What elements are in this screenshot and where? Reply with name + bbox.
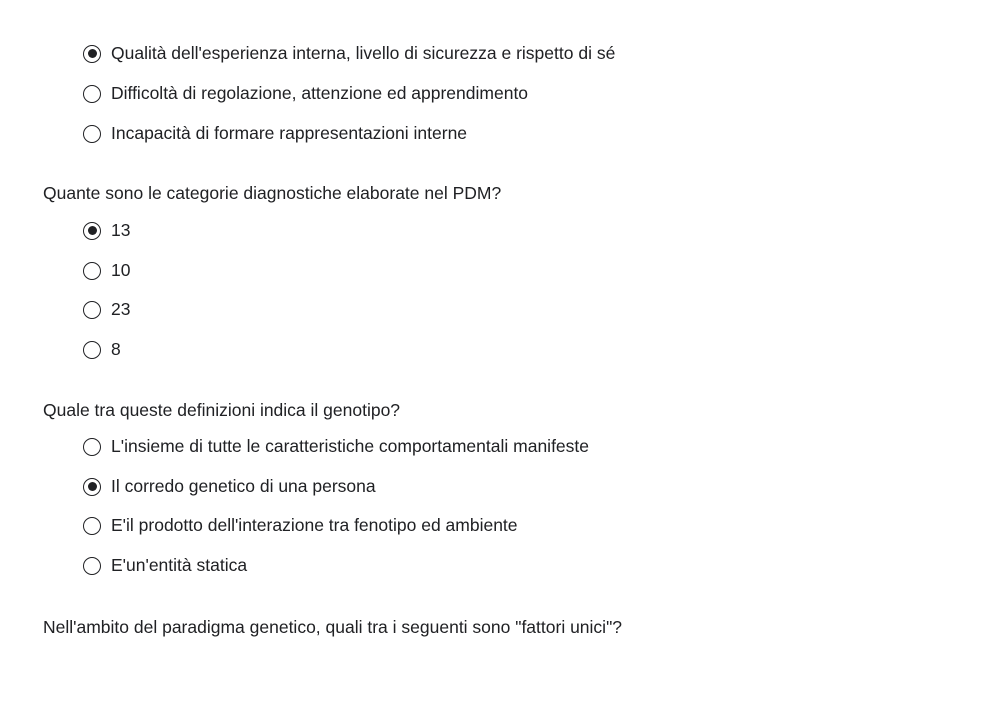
q0-option-2[interactable] bbox=[83, 83, 528, 104]
option-label: E'un'entità statica bbox=[111, 555, 248, 575]
option-label: E'il prodotto dell'interazione tra fenotipo ed ambiente bbox=[111, 515, 518, 535]
option-label: 8 bbox=[111, 339, 121, 359]
q2-option-3[interactable] bbox=[83, 515, 518, 536]
option-label: 23 bbox=[111, 299, 131, 319]
q0-option-3[interactable] bbox=[83, 123, 467, 144]
radio-button-selected-icon[interactable] bbox=[83, 222, 101, 240]
q1-option-4[interactable] bbox=[83, 339, 121, 360]
q1-option-3[interactable] bbox=[83, 299, 130, 320]
question-pdm-categories: Quante sono le categorie diagnostiche elaborate nel PDM? bbox=[43, 183, 502, 203]
option-label: Il corredo genetico di una persona bbox=[111, 476, 376, 496]
radio-button-icon[interactable] bbox=[83, 517, 101, 535]
q1-option-1[interactable] bbox=[83, 220, 130, 241]
radio-button-icon[interactable] bbox=[83, 341, 101, 359]
radio-button-selected-icon[interactable] bbox=[83, 478, 101, 496]
option-label: 10 bbox=[111, 260, 131, 280]
q1-option-2[interactable] bbox=[83, 260, 130, 281]
radio-button-icon[interactable] bbox=[83, 557, 101, 575]
q0-option-1[interactable] bbox=[83, 43, 615, 64]
radio-button-icon[interactable] bbox=[83, 262, 101, 280]
option-label: 13 bbox=[111, 220, 131, 240]
option-label: Qualità dell'esperienza interna, livello di sicurezza e rispetto di sé bbox=[111, 43, 616, 63]
question-genotype: Quale tra queste definizioni indica il genotipo? bbox=[43, 400, 401, 420]
radio-button-icon[interactable] bbox=[83, 438, 101, 456]
radio-button-icon[interactable] bbox=[83, 85, 101, 103]
option-label: Incapacità di formare rappresentazioni interne bbox=[111, 123, 468, 143]
q2-option-2[interactable] bbox=[83, 476, 376, 497]
option-label: Difficoltà di regolazione, attenzione ed apprendimento bbox=[111, 83, 529, 103]
radio-button-icon[interactable] bbox=[83, 301, 101, 319]
q2-option-1[interactable] bbox=[83, 436, 589, 457]
radio-button-icon[interactable] bbox=[83, 125, 101, 143]
radio-button-selected-icon[interactable] bbox=[83, 45, 101, 63]
q2-option-4[interactable] bbox=[83, 555, 247, 576]
question-unique-factors: Nell'ambito del paradigma genetico, quali tra i seguenti sono "fattori unici"? bbox=[43, 617, 623, 637]
option-label: L'insieme di tutte le caratteristiche comportamentali manifeste bbox=[111, 436, 590, 456]
